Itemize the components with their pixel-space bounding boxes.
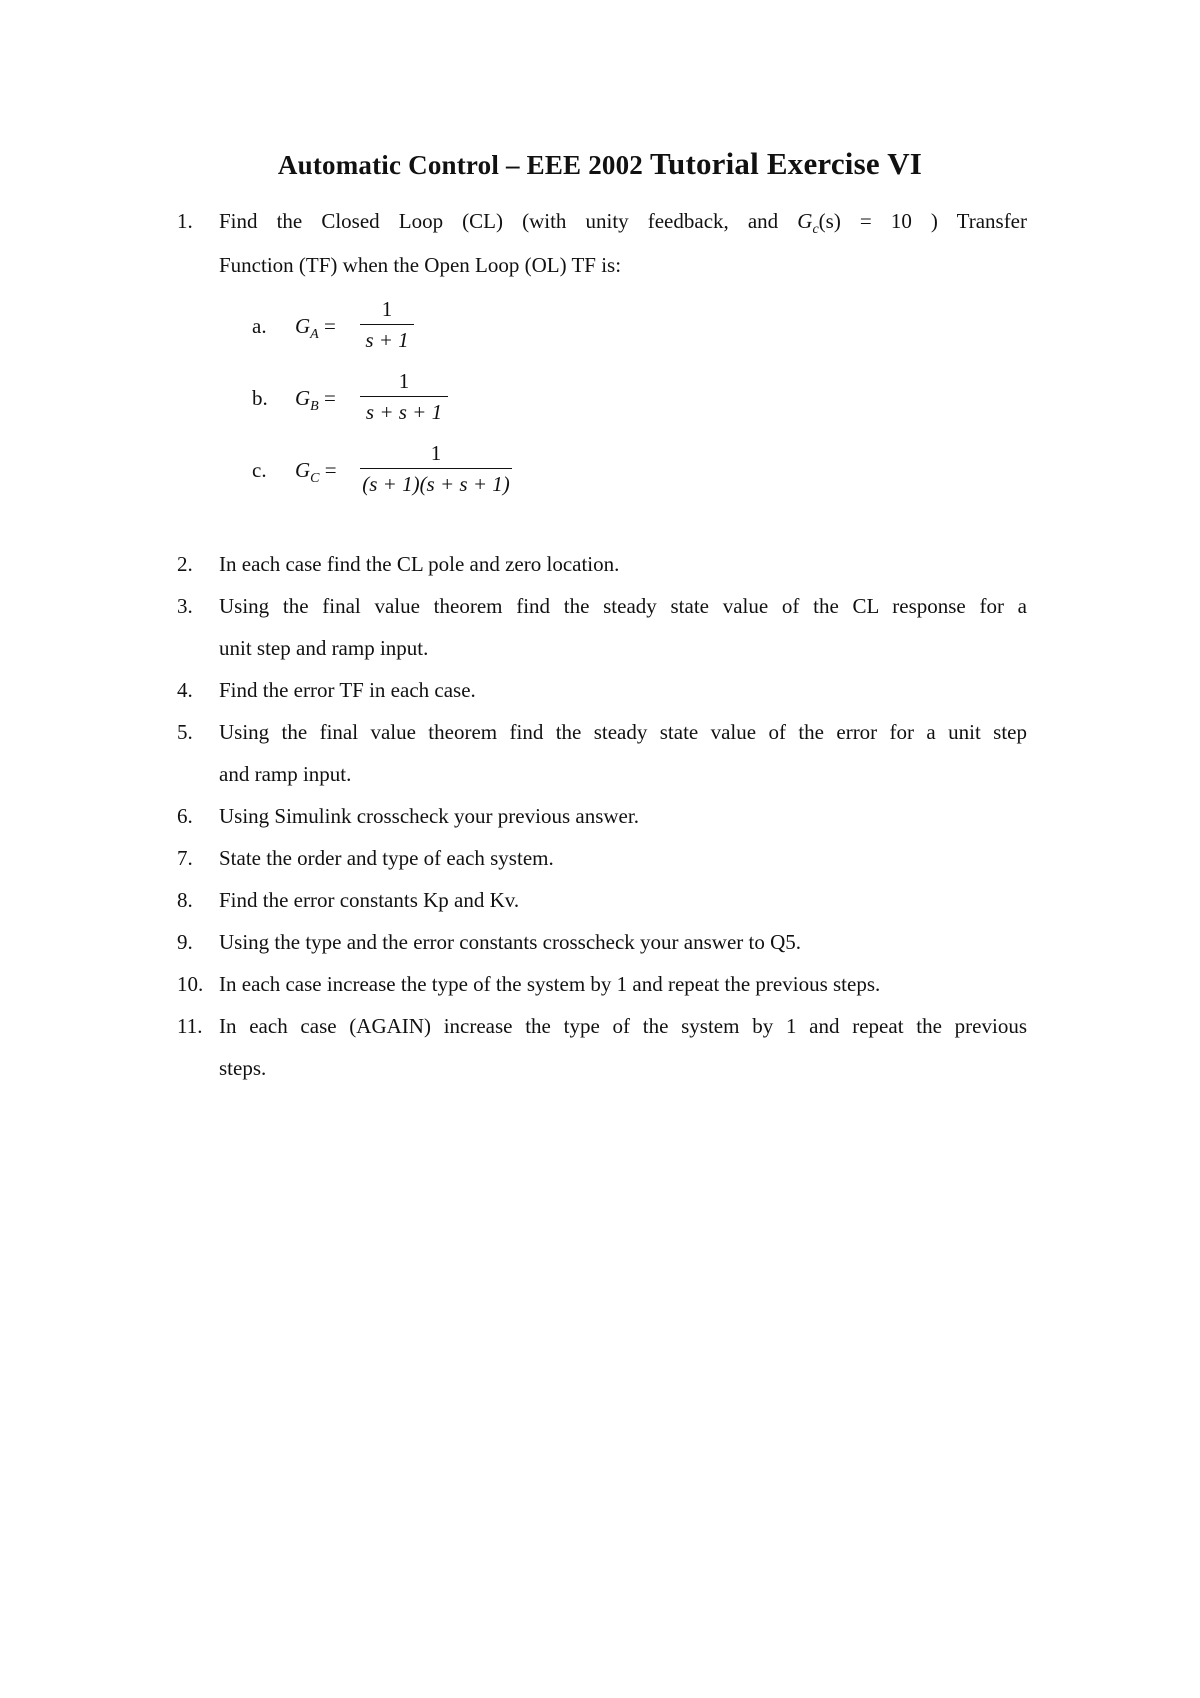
question-text-line: and ramp input. [219,762,352,786]
fraction [360,368,448,425]
question-number: 10. [177,972,204,996]
transfer-function-lhs: $G_B$ = [295,386,336,414]
denominator: (s + 1)(s + s + 1) [362,472,510,496]
question-text-line: Find the error TF in each case. [219,678,476,702]
question-text-line: Find the error constants Kp and Kv. [219,888,520,912]
question-number: 1. [177,209,193,233]
question-number: 5. [177,720,193,744]
transfer-function-lhs: $G_A$ = [295,314,336,342]
title-exercise: Tutorial Exercise VI [649,146,923,181]
numerator: 1 [398,369,410,393]
question-text-line: State the order and type of each system. [219,846,554,870]
fraction [360,296,414,353]
question-text-line: Function (TF) when the Open Loop (OL) TF is: [219,253,622,277]
title-course: Automatic Control – EEE 2002 [277,150,650,180]
question-text-line: Using the final value theorem find the steady state value of the CL response for a [219,594,1027,618]
denominator: s + s + 1 [365,400,443,424]
numerator: 1 [430,441,442,465]
question-text-line: In each case (AGAIN) increase the type of the system by 1 and repeat the previous [219,1014,1027,1038]
question-text-line: Using the final value theorem find the steady state value of the error for a unit step [219,720,1027,744]
question-number: 11. [177,1014,203,1038]
question-text-line: Using Simulink crosscheck your previous answer. [219,804,639,828]
question-number: 2. [177,552,193,576]
subitem-label: a. [252,314,267,338]
question-text-line: Find the Closed Loop (CL) (with unity feedback, and $G_c(s) = 10$ ) Transfer [219,209,1027,237]
question-number: 8. [177,888,193,912]
subitem-label: c. [252,458,267,482]
subitem-label: b. [252,386,268,410]
question-number: 7. [177,846,193,870]
question-number: 4. [177,678,193,702]
numerator: 1 [381,297,393,321]
question-text-line: In each case find the CL pole and zero location. [219,552,620,576]
question-text-line: steps. [219,1056,267,1080]
transfer-function-lhs: $G_C$ = [295,458,337,486]
question-number: 6. [177,804,193,828]
denominator: s + 1 [365,328,409,352]
question-text-line: In each case increase the type of the system by 1 and repeat the previous steps. [219,972,881,996]
fraction [360,440,512,497]
question-number: 9. [177,930,193,954]
page-title [0,146,1200,182]
question-text-line: Using the type and the error constants crosscheck your answer to Q5. [219,930,802,954]
question-text-line: unit step and ramp input. [219,636,429,660]
controller-gain-expression: $G_c(s) = 10$ ) Transfer [797,209,1027,237]
question-number: 3. [177,594,193,618]
